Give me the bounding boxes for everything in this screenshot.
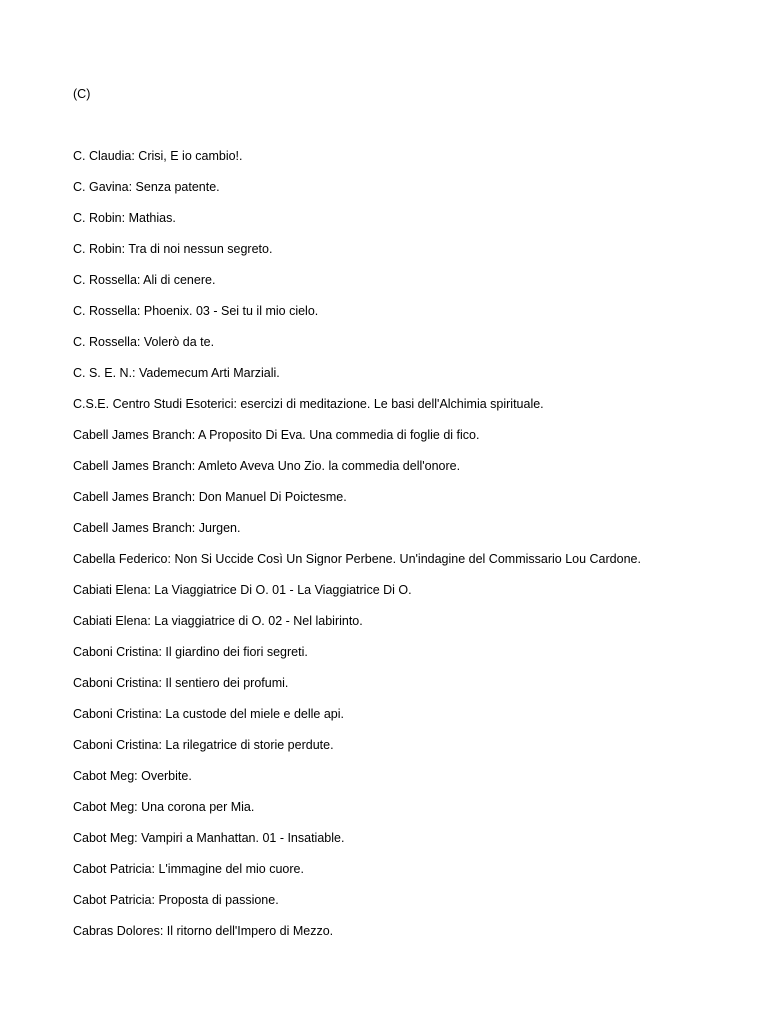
list-item: Cabot Patricia: Proposta di passione. bbox=[73, 893, 279, 907]
list-item: Caboni Cristina: La custode del miele e delle api. bbox=[73, 707, 344, 721]
list-item: C. Rossella: Phoenix. 03 - Sei tu il mio cielo. bbox=[73, 304, 319, 318]
list-item: Cabell James Branch: Jurgen. bbox=[73, 521, 241, 535]
list-item: C. Robin: Mathias. bbox=[73, 211, 176, 225]
list-item: Cabell James Branch: A Proposito Di Eva. Una commedia di foglie di fico. bbox=[73, 428, 480, 442]
list-item: Cabella Federico: Non Si Uccide Così Un Signor Perbene. Un'indagine del Commissario Lou Cardone. bbox=[73, 552, 641, 566]
list-item: Cabras Dolores: Il ritorno dell'Impero di Mezzo. bbox=[73, 924, 334, 938]
list-item: C.S.E. Centro Studi Esoterici: esercizi di meditazione. Le basi dell'Alchimia spirituale. bbox=[73, 397, 544, 411]
section-heading: (C) bbox=[73, 87, 91, 101]
document-page bbox=[73, 85, 753, 953]
list-item: C. Robin: Tra di noi nessun segreto. bbox=[73, 242, 273, 256]
entry-list bbox=[73, 147, 753, 940]
list-item: Caboni Cristina: Il giardino dei fiori segreti. bbox=[73, 645, 308, 659]
list-item: C. Claudia: Crisi, E io cambio!. bbox=[73, 149, 243, 163]
list-item: C. Gavina: Senza patente. bbox=[73, 180, 220, 194]
list-item: C. S. E. N.: Vademecum Arti Marziali. bbox=[73, 366, 280, 380]
list-item: Cabot Patricia: L'immagine del mio cuore. bbox=[73, 862, 304, 876]
list-item: Caboni Cristina: Il sentiero dei profumi. bbox=[73, 676, 289, 690]
list-item: Cabell James Branch: Don Manuel Di Poictesme. bbox=[73, 490, 347, 504]
list-item: Cabell James Branch: Amleto Aveva Uno Zio. la commedia dell'onore. bbox=[73, 459, 461, 473]
list-item: Cabiati Elena: La viaggiatrice di O. 02 - Nel labirinto. bbox=[73, 614, 363, 628]
list-item: C. Rossella: Volerò da te. bbox=[73, 335, 215, 349]
list-item: Caboni Cristina: La rilegatrice di storie perdute. bbox=[73, 738, 334, 752]
list-item: Cabot Meg: Overbite. bbox=[73, 769, 192, 783]
list-item: C. Rossella: Ali di cenere. bbox=[73, 273, 216, 287]
list-item: Cabiati Elena: La Viaggiatrice Di O. 01 - La Viaggiatrice Di O. bbox=[73, 583, 412, 597]
list-item: Cabot Meg: Una corona per Mia. bbox=[73, 800, 255, 814]
list-item: Cabot Meg: Vampiri a Manhattan. 01 - Insatiable. bbox=[73, 831, 345, 845]
